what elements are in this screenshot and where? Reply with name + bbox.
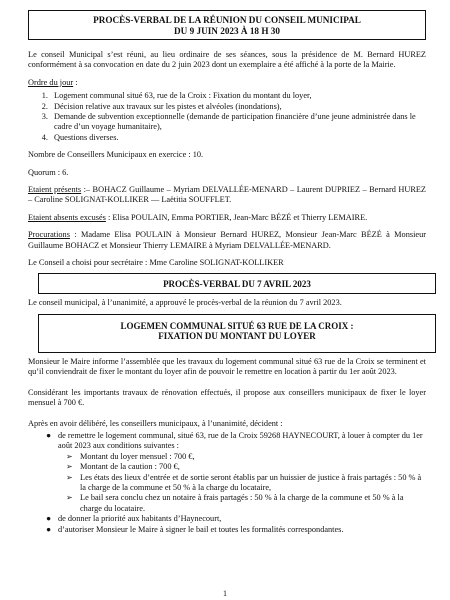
title-line-1: PROCÈS-VERBAL DE LA RÉUNION DU CONSEIL MUNICIPAL	[93, 15, 361, 25]
secretary: Le Conseil a choisi pour secrétaire : Mme Caroline SOLIGNAT-KOLLIKER	[28, 258, 284, 268]
members-count: Nombre de Conseillers Municipaux en exercice : 10.	[28, 150, 204, 160]
condition-text: Les états des lieux d’entrée et de sortie seront établis par un huissier de justice à frais partagés : 50 % à la charge de la commune et 50 % à la charge du locataire,	[80, 472, 422, 492]
agenda-item: 1. Logement communal situé 63, rue de la Croix : Fixation du montant du loyer,	[50, 91, 426, 101]
absent-text: : Elisa POULAIN, Emma PORTIER, Jean-Marc BÉZÉ et Thierry LEMAIRE.	[105, 212, 368, 222]
title-line-2: DU 9 JUIN 2023 À 18 H 30	[174, 26, 280, 36]
bullet-icon: ●	[46, 514, 52, 524]
present-members	[28, 185, 426, 206]
section-title-line-1: LOGEMEN COMMUNAL SITUÉ 63 RUE DE LA CROIX :	[120, 320, 354, 331]
intro-paragraph: Le conseil Municipal s’est réuni, au lieu ordinaire de ses séances, sous la présidence de M. Bernard HUREZ conformément à sa convocation en date du 2 juin 2023 dont un exemplaire a été affiché à la porte de la Mairie.	[28, 50, 426, 70]
decision-item-text: d’autoriser Monsieur le Maire à signer le bail et toutes les formalités correspondantes.	[58, 524, 344, 534]
arrow-icon: ➢	[66, 493, 73, 503]
page-number: 1	[223, 589, 227, 598]
section-box	[38, 314, 436, 353]
decision-intro: Après en avoir délibéré, les conseillers municipaux, à l’unanimité, décident :	[28, 418, 283, 428]
agenda-item: 2. Décision relative aux travaux sur les pistes et alvéoles (inondations),	[50, 102, 426, 112]
absent-members	[28, 213, 426, 223]
condition-item	[66, 451, 426, 462]
agenda-item: 3. Demande de subvention exceptionnelle (demande de participation financière d’une jeune administrée dans le cadre d’un voyage humanitaire),	[50, 112, 426, 133]
quorum: Quorum : 6.	[28, 167, 69, 177]
decision-item	[46, 514, 426, 524]
condition-text: Montant du loyer mensuel : 700 €,	[80, 451, 195, 461]
agenda-item: 4. Questions diverses.	[50, 133, 426, 143]
absent-label: Etaient absents excusés	[28, 212, 106, 222]
pv-box: PROCÈS-VERBAL DU 7 AVRIL 2023	[38, 273, 436, 294]
condition-item	[66, 493, 426, 514]
condition-item	[66, 462, 426, 472]
decision-item	[46, 524, 426, 535]
condition-text: Le bail sera conclu chez un notaire à frais partagés : 50 % à la charge de la commune et 50 % à la charge du locataire.	[80, 493, 404, 513]
decision-list	[28, 431, 426, 535]
arrow-icon: ➢	[66, 451, 73, 461]
agenda-suffix: :	[73, 77, 78, 87]
agenda-list	[28, 91, 426, 143]
bullet-icon: ●	[46, 524, 52, 534]
decision-item-text: de donner la priorité aux habitants d’Haynecourt,	[58, 514, 222, 524]
title-box	[28, 10, 426, 40]
bullet-icon: ●	[46, 430, 52, 440]
agenda-label: Ordre du jour	[28, 77, 74, 87]
decision-item-text: de remettre le logement communal, situé 63, rue de la Croix 59268 HAYNECOURT, à louer à compter du 1er août 2023 aux conditions suivantes :	[58, 430, 423, 451]
proposal-paragraph: Considérant les importants travaux de rénovation effectués, il propose aux conseillers municipaux de fixer le loyer mensuel à 700 €.	[28, 387, 426, 408]
proxies-label: Procurations	[28, 230, 70, 240]
condition-item	[66, 472, 426, 494]
arrow-icon: ➢	[66, 472, 73, 482]
proxies	[28, 230, 426, 251]
present-label: Etaient présents	[28, 185, 82, 195]
document-page	[28, 10, 426, 535]
arrow-icon: ➢	[66, 462, 73, 472]
mayor-paragraph: Monsieur le Maire informe l’assemblée que les travaux du logement communal situé 63 rue de la Croix se terminent et qu’il conviendrait de fixer le montant du loyer afin de pouvoir le remettre en location à partir du 1er août 2023.	[28, 356, 426, 377]
decision-item	[46, 430, 426, 514]
proxies-text: : Madame Elisa POULAIN à Monsieur Bernard HUREZ, Monsieur Jean-Marc BÉZÉ à Monsieur Guillaume BOHACZ et Monsieur Thierry LEMAIRE à Myriam DELVALLÉE-MENARD.	[28, 230, 426, 250]
section-title-line-2: FIXATION DU MONTANT DU LOYER	[158, 331, 316, 342]
agenda-heading	[28, 78, 426, 88]
pv-approval: Le conseil municipal, à l’unanimité, a approuvé le procès-verbal de la réunion du 7 avril 2023.	[28, 297, 342, 307]
conditions-list	[58, 452, 426, 514]
present-text: :– BOHACZ Guillaume – Myriam DELVALLÉE-MENARD – Laurent DUPRIEZ – Bernard HUREZ – Caroline SOLIGNAT-KOLLIKER — Laëtitia SOUFFLET.	[28, 185, 426, 205]
condition-text: Montant de la caution : 700 €,	[80, 462, 180, 472]
